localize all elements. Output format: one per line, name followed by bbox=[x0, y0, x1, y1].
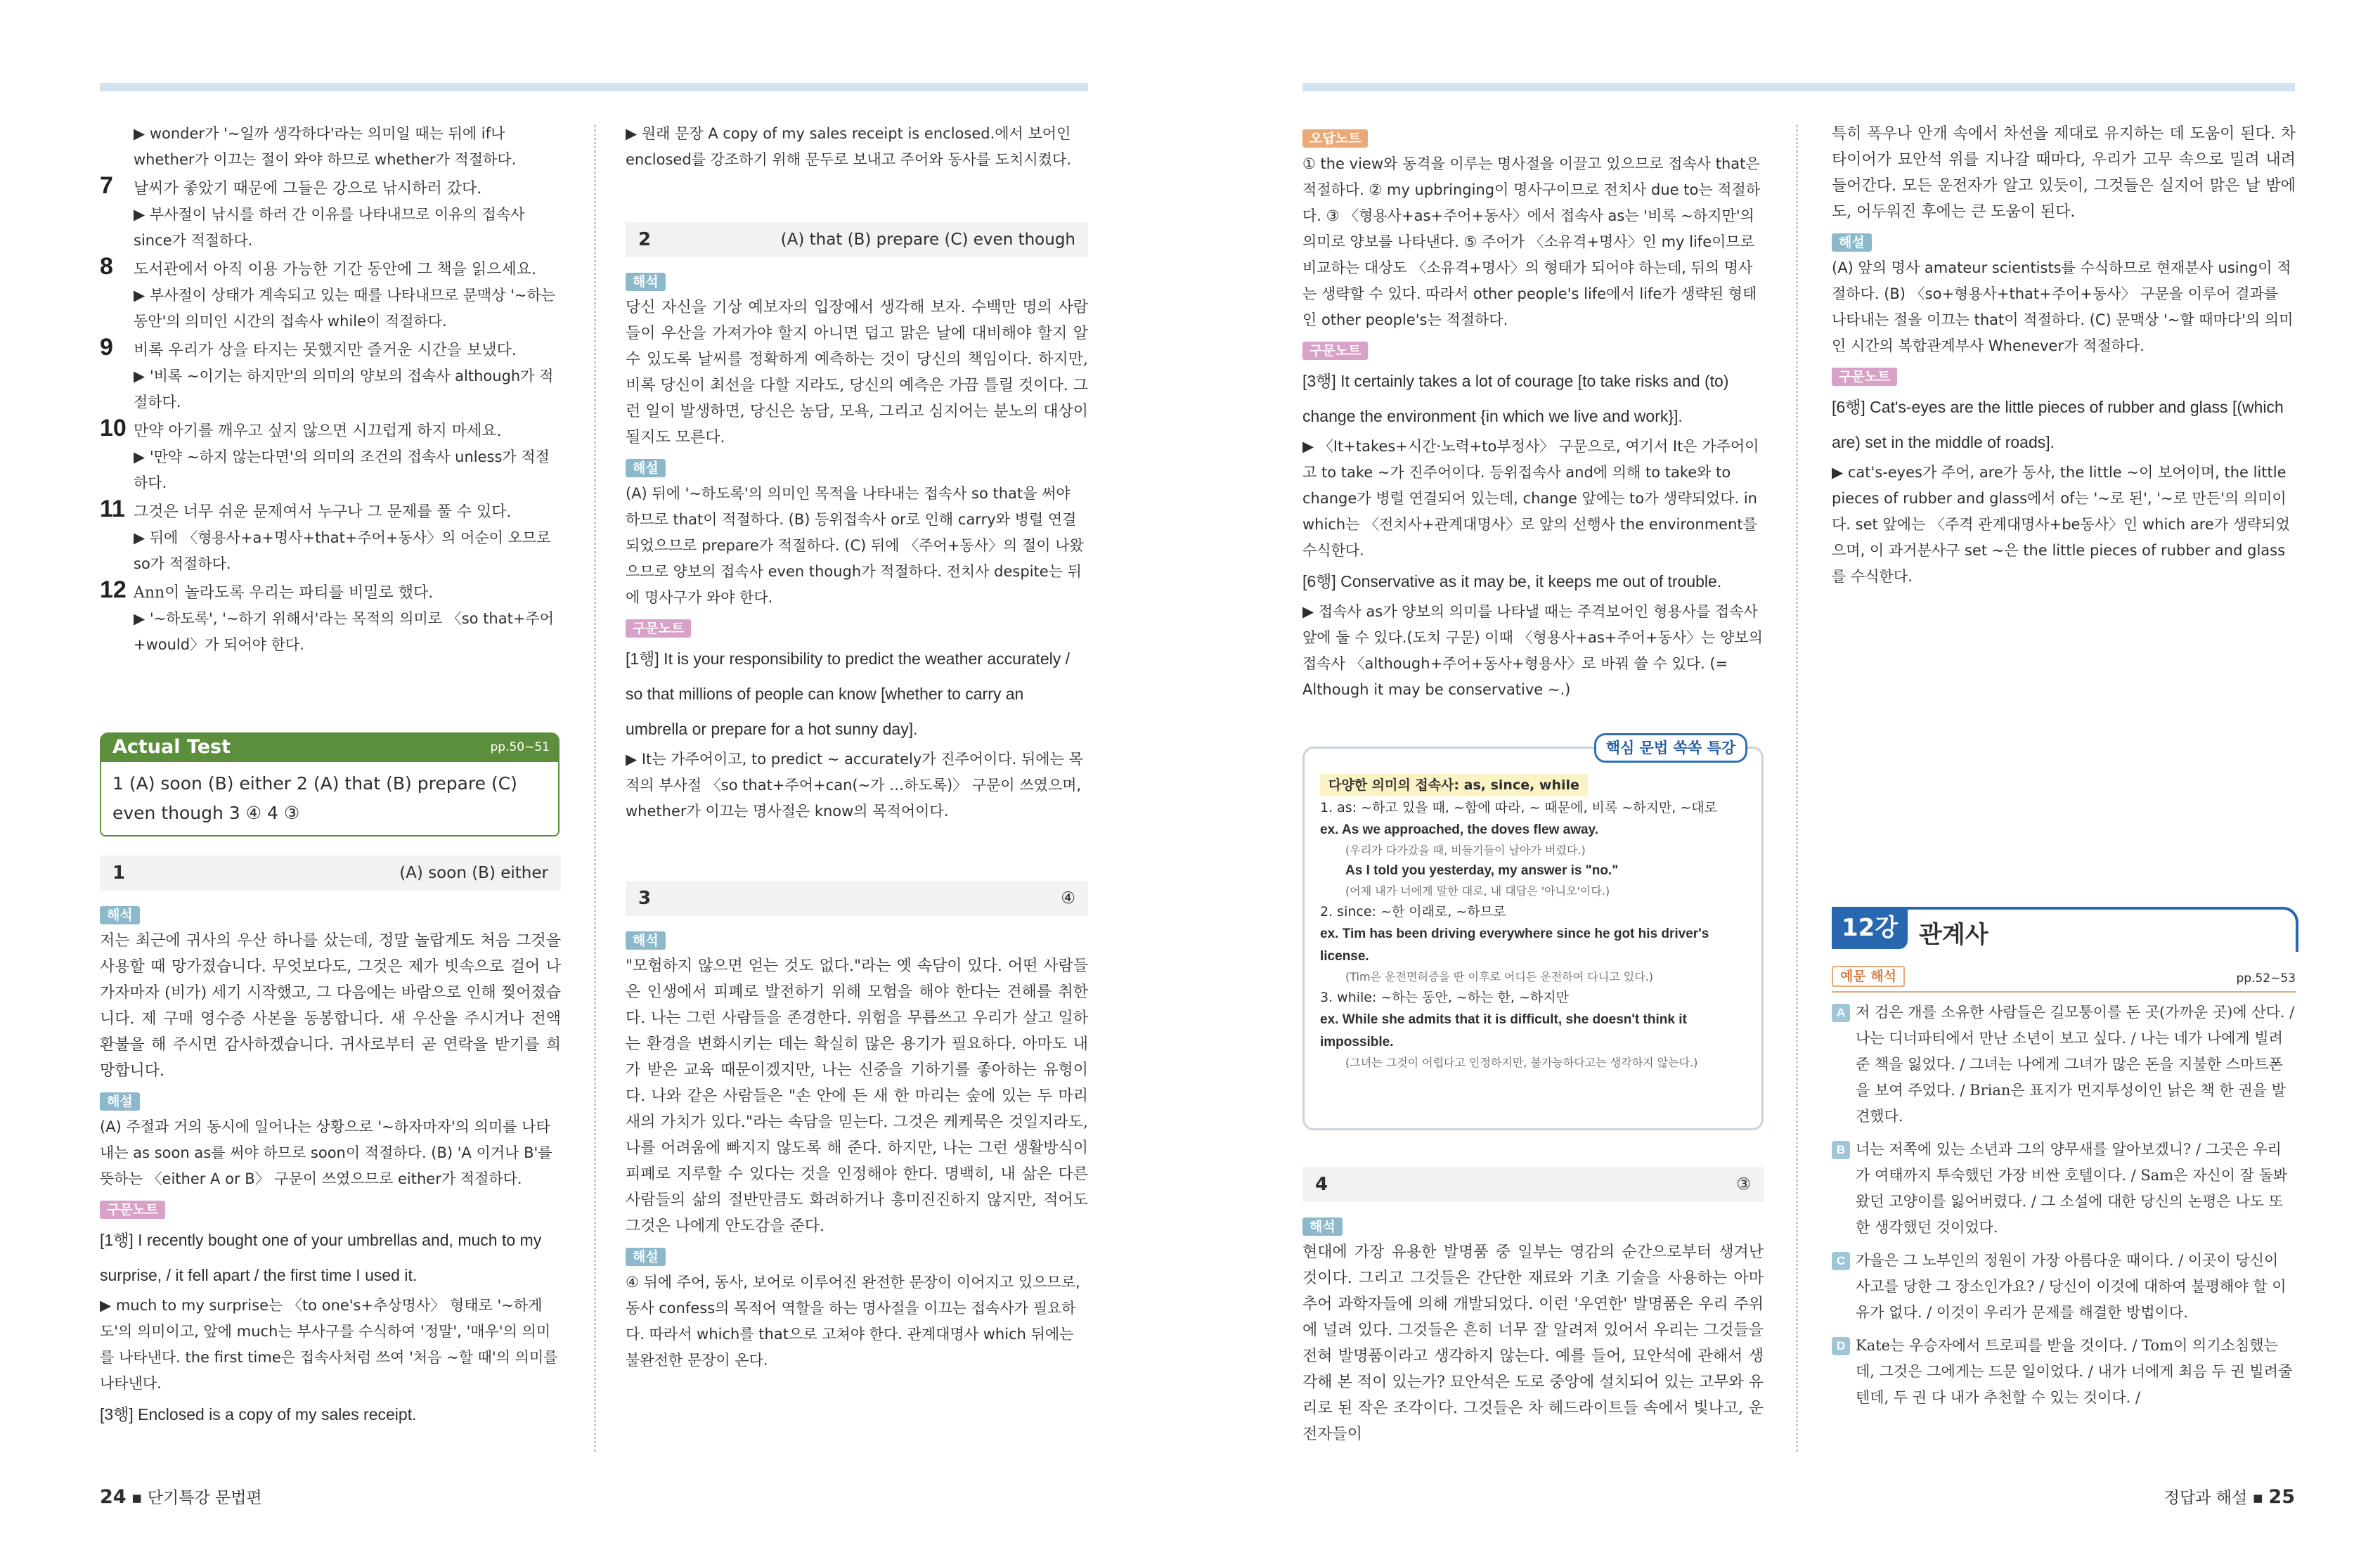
item-korean: 도서관에서 아직 이용 가능한 기간 동안에 그 책을 읽으세요. bbox=[134, 261, 536, 278]
example-c-text: 가을은 그 노부인의 정원이 가장 아름다운 때이다. / 이곳이 당신이 사고를 당한 그 장소인가요? / 당신이 이것에 대하여 불평해야 할 이유가 없다. / 이것이 우리가 문제를 해결한 방법이다. bbox=[1856, 1252, 2287, 1321]
tag-explanation: 해설 bbox=[1832, 233, 1872, 252]
grammar-line-2: 2. since: ~한 이래로, ~하므로 bbox=[1320, 904, 1506, 919]
question-number: 1 bbox=[112, 862, 126, 884]
grammar-line-1: 1. as: ~하고 있을 때, ~함에 따라, ~ 때문에, 비록 ~하지만, ~대로 bbox=[1320, 800, 1717, 815]
intro-note: ▶ wonder가 '~일까 생각하다'라는 의미일 때는 뒤에 if나 whether가 이끄는 절이 와야 하므로 whether가 적절하다. bbox=[134, 125, 517, 168]
tag-translation: 해석 bbox=[626, 931, 666, 950]
tag-explanation: 해설 bbox=[626, 1248, 666, 1266]
item-number: 11 bbox=[100, 496, 125, 522]
item-korean: 만약 아기를 깨우고 싶지 않으면 시끄럽게 하지 마세요. bbox=[134, 422, 502, 440]
top-bar-left bbox=[100, 83, 1088, 91]
question-number: 3 bbox=[638, 887, 652, 909]
question-1 bbox=[100, 840, 561, 1432]
divider-right bbox=[1796, 125, 1798, 1452]
syntax-sentence-1: [6행] Cat's-eyes are the little pieces of rubber and glass [(which are) set in the middle of roads]. bbox=[1832, 398, 2284, 451]
syntax-note-1: ▶ It는 가주어이고, to predict ~ accurately가 진주어이다. 뒤에는 목적의 부사절 〈so that+주어+can(~가 …하도록)〉 구문이 쓰였으며, whether가 이끄는 명사절은 know의 목적어이다. bbox=[626, 751, 1083, 820]
item-number: 9 bbox=[100, 334, 113, 361]
letter-a-icon: A bbox=[1832, 1004, 1850, 1022]
example-pages: pp.52~53 bbox=[2236, 971, 2296, 986]
question-answer: (A) that (B) prepare (C) even though bbox=[780, 230, 1075, 249]
grammar-line-3: 3. while: ~하는 동안, ~하는 한, ~하지만 bbox=[1320, 990, 1569, 1005]
example-translations bbox=[1832, 963, 2296, 1418]
syntax-note-1: ▶ much to my surprise는 〈to one's+추상명사〉 형태로 '~하게도'의 의미이고, 앞에 much는 부사구를 수식하여 '정말', '매우'의 의미를 나타낸다. the first time은 접속사처럼 쓰여 '처음 ~할 때'의 의미를 나타낸다. bbox=[100, 1297, 558, 1392]
top-bar-right bbox=[1302, 83, 2295, 91]
example-group-d bbox=[1832, 1333, 2296, 1411]
question-answer: ④ bbox=[1061, 889, 1075, 908]
chapter-number: 12강 bbox=[1832, 907, 1908, 949]
grammar-translation-2: (어제 내가 너에게 말한 대로, 내 대답은 '아니오'이다.) bbox=[1345, 884, 1610, 898]
syntax-sentence-2: [3행] Enclosed is a copy of my sales receipt. bbox=[100, 1405, 417, 1423]
left-column-1 bbox=[100, 121, 561, 658]
item-explanation: ▶ '비록 ~이기는 하지만'의 의미의 양보의 접속사 although가 적절하다. bbox=[134, 368, 554, 411]
syntax-sentence-2: [6행] Conservative as it may be, it keeps me out of trouble. bbox=[1302, 572, 1722, 590]
item-explanation: ▶ '만약 ~하지 않는다면'의 의미의 조건의 접속사 unless가 적절하다. bbox=[134, 448, 550, 491]
item-korean: 비록 우리가 상을 타지는 못했지만 즐거운 시간을 보냈다. bbox=[134, 342, 517, 359]
question-answer: ③ bbox=[1736, 1175, 1751, 1194]
grammar-focus-box bbox=[1302, 740, 1764, 1130]
question-number: 4 bbox=[1315, 1173, 1328, 1195]
explanation-text: (A) 주절과 거의 동시에 일어나는 상황으로 '~하자마자'의 의미를 나타내는 as soon as를 써야 하므로 soon이 적절하다. (B) 'A 이거나 B'를 뜻하는 〈either A or B〉 구문이 쓰였으므로 either가 적절하다. bbox=[100, 1118, 552, 1187]
question-1-header bbox=[100, 855, 561, 891]
item-korean: 그것은 너무 쉬운 문제여서 누구나 그 문제를 풀 수 있다. bbox=[134, 503, 512, 521]
actual-test-answers: 1 (A) soon (B) either 2 (A) that (B) prepare (C) even though 3 ④ 4 ③ bbox=[100, 762, 560, 837]
item-explanation: ▶ 뒤에 〈형용사+a+명사+that+주어+동사〉의 어순이 오므로 so가 적절하다. bbox=[134, 529, 551, 572]
tag-syntax-note: 구문노트 bbox=[100, 1201, 165, 1219]
tag-translation: 해석 bbox=[1302, 1218, 1343, 1236]
numbered-item bbox=[100, 415, 561, 496]
item-number: 12 bbox=[100, 576, 127, 603]
tag-explanation: 해설 bbox=[626, 459, 666, 477]
translation-text: "모험하지 않으면 얻는 것도 없다."라는 옛 속담이 있다. 어떤 사람들은 인생에서 피폐로 발전하기 위해 모험을 해야 한다는 견해를 취한다. 나는 그런 사람들을 존경한다. 위험을 무릅쓰고 우리가 살고 일하는 환경을 변화시키는 데는 확실히 많은 용기가 필요하다. 아마도 내가 받은 교육 때문이겠지만, 나는 신중을 기하기를 좋아하는 유형이다. 나와 같은 사람들은 "손 안에 든 새 한 마리는 숲에 있는 두 마리 새의 가치가 있다."라는 속담을 믿는다. 그것은 케케묵은 것일지라도, 나를 어려움에 빠지지 않도록 해 준다. 하지만, 나는 그런 생활방식이 피폐로 지루할 수 있다는 것을 인정해야 한다. 명백히, 내 삶은 다른 사람들의 삶의 절반만큼도 화려하거나 흥미진진하지 않지만, 적어도 그것은 나에게 안도감을 준다. bbox=[626, 957, 1088, 1235]
divider-left bbox=[594, 125, 596, 1452]
tag-explanation: 해설 bbox=[100, 1092, 140, 1111]
question-answer: (A) soon (B) either bbox=[399, 863, 548, 882]
grammar-title: 다양한 의미의 접속사: as, since, while bbox=[1320, 774, 1588, 796]
actual-test-header bbox=[100, 732, 560, 762]
item-number: 8 bbox=[100, 253, 113, 280]
explanation-text: (A) 뒤에 '~하도록'의 의미인 목적을 나타내는 접속사 so that을 써야 하므로 that이 적절하다. (B) 등위접속사 or로 인해 carry와 병렬 연결되었으므로 prepare가 적절하다. (C) 뒤에 〈주어+동사〉의 절이 나왔으므로 양보의 접속사 even though가 적절하다. 전치사 despite는 뒤에 명사구가 와야 한다. bbox=[626, 485, 1084, 606]
tag-syntax-note: 구문노트 bbox=[1832, 368, 1897, 386]
page-number-right: 25 bbox=[2268, 1486, 2295, 1508]
numbered-item bbox=[100, 335, 561, 415]
example-group-a bbox=[1832, 1000, 2296, 1130]
grammar-translation-4: (그녀는 그것이 어렵다고 인정하지만, 불가능하다고는 생각하지 않는다.) bbox=[1345, 1056, 1698, 1069]
explanation-text: (A) 앞의 명사 amateur scientists를 수식하므로 현재분사 using이 적절하다. (B) 〈so+형용사+that+주어+동사〉 구문을 이루어 결과를 나타내는 절을 이끄는 that이 적절하다. (C) 문맥상 '~할 때마다'의 의미인 시간의 복합관계부사 Whenever가 적절하다. bbox=[1832, 259, 2294, 354]
tag-translation: 해석 bbox=[626, 273, 666, 291]
grammar-example-3: ex. Tim has been driving everywhere since he got his driver's license. bbox=[1320, 926, 1709, 964]
syntax-note-1: ▶ cat's-eyes가 주어, are가 동사, the little ~이 보어이며, the little pieces of rubber and glass에서 of는 '~로 된', '~로 만든'의 의미이다. set 앞에는 〈주격 관계대명사+be동사〉인 which are가 생략되었으며, 이 과거분사구 set ~은 the little pieces of rubber and glass를 수식한다. bbox=[1832, 464, 2290, 585]
actual-test-box bbox=[100, 732, 560, 837]
translation-continued: 특히 폭우나 안개 속에서 차선을 제대로 유지하는 데 도움이 된다. 차 타이어가 묘안석 위를 지나갈 때마다, 우리가 고무 속으로 밀려 내려 들어간다. 모든 운전자가 알고 있듯이, 그것들은 실지어 맑은 날 밤에도, 어두워진 후에는 큰 도움이 된다. bbox=[1832, 125, 2296, 221]
item-korean: 날씨가 좋았기 때문에 그들은 강으로 낚시하러 갔다. bbox=[134, 180, 482, 198]
numbered-item bbox=[100, 496, 561, 577]
numbered-item bbox=[100, 173, 561, 254]
explanation-text: ④ 뒤에 주어, 동사, 보어로 이루어진 완전한 문장이 이어지고 있으므로, 동사 confess의 목적어 역할을 하는 명사절을 이끄는 접속사가 필요하다. 따라서 which를 that으로 고쳐야 한다. 관계대명사 which 뒤에는 불완전한 문장이 온다. bbox=[626, 1274, 1080, 1369]
question-2-header bbox=[626, 222, 1088, 257]
grammar-example-4: ex. While she admits that it is difficult, she doesn't think it impossible. bbox=[1320, 1012, 1687, 1050]
actual-test-title: Actual Test bbox=[112, 736, 231, 758]
left-column-2 bbox=[626, 121, 1088, 1374]
question-3-header bbox=[626, 881, 1088, 916]
tag-syntax-note: 구문노트 bbox=[626, 619, 691, 638]
right-column-1 bbox=[1302, 121, 1764, 703]
chapter-header bbox=[1832, 907, 2298, 952]
right-column-2 bbox=[1832, 121, 2296, 590]
item-number: 7 bbox=[100, 172, 113, 199]
intro-note-2: ▶ 원래 문장 A copy of my sales receipt is enclosed.에서 보어인 enclosed를 강조하기 위해 문두로 보내고 주어와 동사를 도치시켰다. bbox=[626, 125, 1071, 168]
item-explanation: ▶ 부사절이 낚시를 하러 간 이유를 나타내므로 이유의 접속사 since가 적절하다. bbox=[134, 206, 525, 249]
tag-syntax-note: 구문노트 bbox=[1302, 342, 1368, 360]
letter-d-icon: D bbox=[1832, 1337, 1850, 1355]
page-number-left: 24 bbox=[100, 1486, 127, 1508]
item-korean: Ann이 놀라도록 우리는 파티를 비밀로 했다. bbox=[134, 584, 434, 602]
letter-b-icon: B bbox=[1832, 1141, 1850, 1159]
syntax-sentence-1: [1행] I recently bought one of your umbrellas and, much to my surprise, / it fell apart / the first time I used it. bbox=[100, 1231, 542, 1284]
example-group-c bbox=[1832, 1248, 2296, 1326]
syntax-note-2: ▶ 접속사 as가 양보의 의미를 나타낼 때는 주격보어인 형용사를 접속사 앞에 둘 수 있다.(도치 구문) 이때 〈형용사+as+주어+동사〉는 양보의 접속사 〈although+주어+동사+형용사〉로 바꿔 쓸 수 있다. (= Although it may be conservative ~.) bbox=[1302, 603, 1763, 698]
item-explanation: ▶ 부사절이 상태가 계속되고 있는 때를 나타내므로 문맥상 '~하는 동안'의 의미인 시간의 접속사 while이 적절하다. bbox=[134, 287, 556, 330]
example-a-text: 저 검은 개를 소유한 사람들은 길모퉁이를 돈 곳(가까운 곳)에 산다. / 나는 디너파티에서 만난 소년이 보고 싶다. / 나는 네가 나에게 빌려준 책을 잃었다. / 그녀는 나에게 그녀가 많은 돈을 지불한 스마트폰을 보여 주었다. / Brian은 표지가 먼지투성이인 낡은 책 한 권을 발견했다. bbox=[1856, 1004, 2295, 1125]
tag-example-translation: 예문 해석 bbox=[1832, 966, 1905, 987]
grammar-example-2: As I told you yesterday, my answer is "no." bbox=[1345, 863, 1619, 878]
book-title: 단기특강 문법편 bbox=[147, 1489, 262, 1507]
section-title: 정답과 해설 bbox=[2164, 1489, 2248, 1507]
item-number: 10 bbox=[100, 415, 127, 441]
syntax-sentence-1: [1행] It is your responsibility to predict the weather accurately / so that millions of people can know [whether to carry an umbrella or prepare for a hot sunny day]. bbox=[626, 650, 1070, 738]
chapter-title: 관계사 bbox=[1919, 921, 1988, 949]
grammar-translation-3: (Tim은 운전면허증을 딴 이후로 어디든 운전하여 다니고 있다.) bbox=[1345, 970, 1653, 983]
grammar-example-1: ex. As we approached, the doves flew away. bbox=[1320, 822, 1598, 837]
grammar-translation-1: (우리가 다가갔을 때, 비둘기들이 날아가 버렸다.) bbox=[1345, 844, 1586, 857]
tag-translation: 해석 bbox=[100, 906, 140, 924]
syntax-note-1: ▶ 〈It+takes+시간·노력+to부정사〉 구문으로, 여기서 It은 가주어이고 to take ~가 진주어이다. 등위접속사 and에 의해 to take와 to change가 병렬 연결되어 있는데, change 앞에는 to가 생략되었다. in which는 〈전치사+관계대명사〉로 앞의 선행사 the environment를 수식한다. bbox=[1302, 438, 1759, 559]
example-d-text: Kate는 우승자에서 트로피를 받을 것이다. / Tom이 의기소침했는데, 그것은 그에게는 드문 일이었다. / 내가 너에게 최음 두 권 빌려줄 텐데, 두 권 다 내가 추천할 수 있는 것이다. / bbox=[1856, 1337, 2293, 1406]
grammar-badge: 핵심 문법 쏙쏙 특강 bbox=[1594, 733, 1747, 763]
question-4 bbox=[1302, 1167, 1764, 1447]
numbered-item bbox=[100, 254, 561, 335]
question-4-header bbox=[1302, 1167, 1764, 1202]
example-group-b bbox=[1832, 1137, 2296, 1241]
translation-text: 현대에 가장 유용한 발명품 중 일부는 영감의 순간으로부터 생겨난 것이다. 그리고 그것들은 간단한 재료와 기초 기술을 사용하는 아마추어 과학자들에 의해 개발되었다. 이런 '우연한' 발명품은 우리 주위에 널려 있다. 그것들은 흔히 너무 잘 알려져 있어서 우리는 그것들을 전혀 발명품이라고 생각하지 않는다. 예를 들어, 묘안석에 관해서 생각해 본 적이 있는가? 묘안석은 도로 중앙에 설치되어 있는 고무와 유리로 된 작은 조각이다. 그것들은 차 헤드라이트들 속에서 빛나고, 운전자들이 bbox=[1302, 1244, 1764, 1443]
footer-left: 24 ▪ 단기특강 문법편 bbox=[100, 1486, 262, 1508]
footer-right: 정답과 해설 ▪ 25 bbox=[2164, 1486, 2295, 1508]
wrong-answer-notes: ① the view와 동격을 이루는 명사절을 이끌고 있으므로 접속사 that은 적절하다. ② my upbringing이 명사구이므로 전치사 due to는 적절하다. ③ 〈형용사+as+주어+동사〉에서 접속사 as는 '비록 ~하지만'의 의미로 양보를 나타낸다. ⑤ 주어가 〈소유격+명사〉인 my life이므로 비교하는 대상도 〈소유격+명사〉의 형태가 되어야 하는데, 뒤의 명사는 생략할 수 있다. 따라서 other people's life에서 life가 생략된 형태인 other people's는 적절하다. bbox=[1302, 155, 1761, 328]
translation-text: 저는 최근에 귀사의 우산 하나를 샀는데, 정말 놀랍게도 처음 그것을 사용할 때 망가졌습니다. 무엇보다도, 그것은 제가 빗속으로 걸어 나가자마자 (비가) 세기 시작했고, 그 다음에는 바람으로 인해 찢어졌습니다. 제 구매 영수증 사본을 동봉합니다. 새 우산을 주시거나 전액 환불을 해 주시면 감사하겠습니다. 귀사로부터 곧 연락을 받기를 희망합니다. bbox=[100, 932, 561, 1080]
actual-test-pages: pp.50~51 bbox=[490, 740, 550, 754]
example-b-text: 너는 저쪽에 있는 소년과 그의 양무새를 알아보겠니? / 그곳은 우리가 여태까지 투숙했던 가장 비싼 호텔이다. / Sam은 자신이 잘 돌봐왔던 고양이를 잃어버렸다. / 그 소설에 대한 당신의 논평은 나도 또한 생각했던 것이었다. bbox=[1856, 1141, 2288, 1236]
question-number: 2 bbox=[638, 228, 652, 250]
tag-wrong-answer-note: 오답노트 bbox=[1302, 129, 1368, 148]
translation-text: 당신 자신을 기상 예보자의 입장에서 생각해 보자. 수백만 명의 사람들이 우산을 가져가야 할지 아니면 덥고 맑은 날에 대비해야 할지 알 수 있도록 날씨를 정확하게 예측하는 것이 당신의 책임이다. 하지만, 비록 당신이 최선을 다할 지라도, 당신의 예측은 가끔 틀릴 것이다. 그런 일이 발생하면, 당신은 농담, 모욕, 그리고 심지어는 분노의 대상이 될지도 모른다. bbox=[626, 299, 1088, 446]
item-explanation: ▶ '~하도록', '~하기 위해서'라는 목적의 의미로 〈so that+주어+would〉가 되어야 한다. bbox=[134, 610, 555, 653]
numbered-item bbox=[100, 577, 561, 658]
letter-c-icon: C bbox=[1832, 1252, 1850, 1270]
syntax-sentence-1: [3행] It certainly takes a lot of courage [to take risks and (to) change the environment {in which we live and work}]. bbox=[1302, 372, 1729, 425]
